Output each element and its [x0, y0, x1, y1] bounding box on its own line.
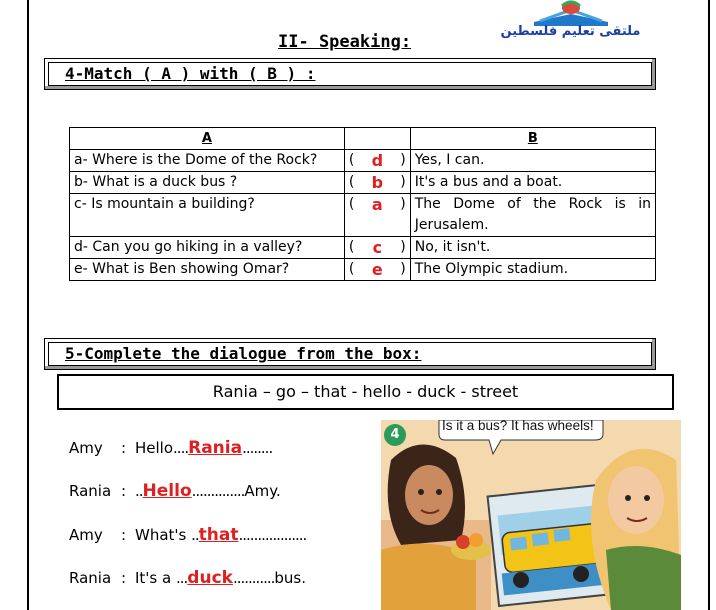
line-text-before: Hello	[135, 439, 174, 457]
page-border-left	[27, 0, 29, 610]
match-table-header	[70, 128, 656, 150]
question-a: b- What is a duck bus ?	[70, 172, 345, 194]
response-b: The Dome of the Rock is in Jerusalem.	[410, 194, 655, 237]
match-table	[69, 127, 656, 281]
speech-bubble-text: Is it a bus? It has wheels!	[442, 418, 594, 433]
fill-answer[interactable]: Rania	[188, 438, 243, 458]
dialogue-line: Amy : Hello....Rania........	[69, 438, 273, 458]
column-a-header: A	[70, 128, 345, 150]
site-logo	[488, 0, 653, 48]
line-text-before: It's a	[135, 569, 176, 587]
exercise5-header	[44, 338, 656, 370]
response-b: It's a bus and a boat.	[410, 172, 655, 194]
page-number-badge: 4	[384, 424, 406, 446]
column-b-header: B	[410, 128, 655, 150]
answer-letter: e	[371, 260, 383, 279]
response-b: The Olympic stadium.	[410, 259, 655, 281]
response-b: Yes, I can.	[410, 150, 655, 172]
section-title: II- Speaking:	[278, 32, 412, 52]
speaker: Rania	[69, 569, 112, 587]
answer-letter: a	[371, 195, 383, 214]
question-a: e- What is Ben showing Omar?	[70, 259, 345, 281]
dialogue-line: Amy : What's ..that..................	[69, 525, 307, 545]
book-logo-icon	[516, 0, 626, 26]
page-border-right	[708, 0, 710, 610]
logo-text: ملتقى تعليم فلسطين	[500, 24, 641, 39]
speaker: Amy	[69, 439, 103, 457]
fill-answer[interactable]: that	[198, 525, 239, 545]
answer-letter: d	[371, 151, 384, 170]
exercise5-title: 5-Complete the dialogue from the box:	[65, 344, 422, 363]
table-row	[70, 237, 656, 259]
table-row	[70, 194, 656, 237]
kids-with-picture-illustration	[381, 420, 681, 610]
answer-cell[interactable]: ( d )	[344, 150, 410, 172]
fill-answer[interactable]: duck	[187, 568, 233, 588]
word-box: Rania – go – that - hello - duck - street	[57, 374, 674, 410]
answer-cell[interactable]: ( b )	[344, 172, 410, 194]
table-row	[70, 150, 656, 172]
speaker: Rania	[69, 482, 112, 500]
answer-cell[interactable]: ( a )	[344, 194, 410, 237]
question-a: c- Is mountain a building?	[70, 194, 345, 237]
speaker: Amy	[69, 526, 103, 544]
dialogue-line: Rania : It's a ...duck...........bus.	[69, 568, 307, 588]
exercise4-title: 4-Match ( A ) with ( B ) :	[65, 64, 316, 83]
illustration	[381, 420, 681, 610]
fill-answer[interactable]: Hello	[142, 481, 192, 501]
question-a: d- Can you go hiking in a valley?	[70, 237, 345, 259]
question-a: a- Where is the Dome of the Rock?	[70, 150, 345, 172]
table-row	[70, 172, 656, 194]
response-b: No, it isn't.	[410, 237, 655, 259]
answer-cell[interactable]: ( c )	[344, 237, 410, 259]
exercise4-header	[44, 58, 656, 90]
dialogue-line: Rania : ..Hello..............Amy.	[69, 481, 281, 501]
table-row	[70, 259, 656, 281]
answer-letter: b	[371, 173, 384, 192]
answer-letter: c	[372, 238, 383, 257]
answer-cell[interactable]: ( e )	[344, 259, 410, 281]
column-mid-header	[344, 128, 410, 150]
line-text-before: What's	[135, 526, 192, 544]
